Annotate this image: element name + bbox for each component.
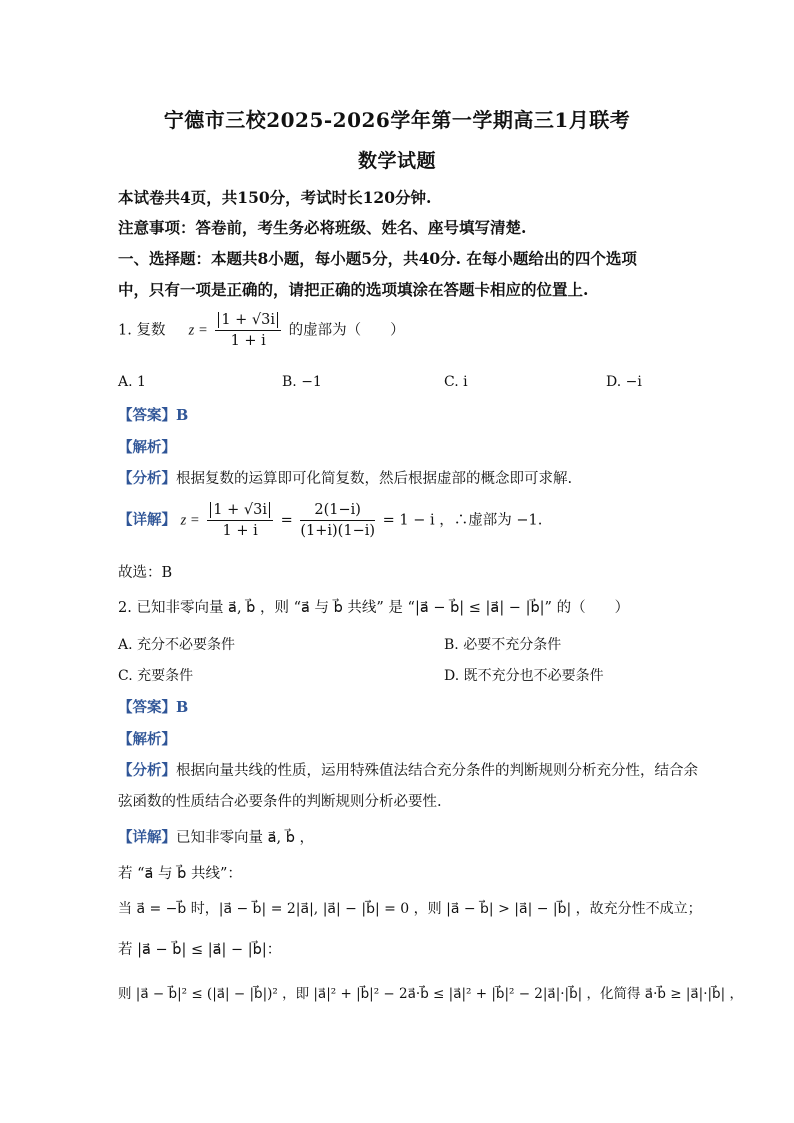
q1-numerator: 1 + √3i (218, 312, 278, 328)
q1-detail-fraction-1: $\frac{1 + √3i}{1 + i}$ (207, 502, 273, 539)
q1-detail-fraction-2: $\frac{2(1-i)}{(1+i)(1-i)}$ (300, 502, 376, 539)
q1-option-a: A. 1 (118, 374, 146, 390)
q2-option-a: A. 充分不必要条件 (118, 637, 236, 653)
q1-option-d: D. −i (606, 374, 642, 390)
q2-line-if: 若 “a⃗ 与 b⃗ 共线”： (118, 866, 242, 882)
page-title: 宁德市三校2025-2026学年第一学期高三1月联考 (163, 108, 631, 132)
q2-fenxi-line-1: 【分析】根据向量共线的性质，运用特殊值法结合充分条件的判断规则分析充分性，结合余 (118, 762, 698, 779)
q2-line-then: 则 |a⃗ − b⃗|² ≤ (|a⃗| − |b⃗|)² ，即 |a⃗|² + |b⃗|² − 2a⃗·b⃗ ≤ |a⃗|² + |b⃗|² − 2|a⃗|·|b⃗| ，化简得 a⃗·b⃗ ≥ |a⃗|·|b⃗| ， (118, 986, 743, 1002)
section1-line-b: 中，只有一项是正确的，请把正确的选项填涂在答题卡相应的位置上. (118, 280, 589, 299)
q2-option-c: C. 充要条件 (118, 668, 194, 684)
q1-denominator: 1 + i (230, 333, 266, 349)
q1-answer: 【答案】B (118, 407, 189, 424)
q2-answer: 【答案】B (118, 699, 189, 716)
section1-line-a: 一、选择题：本题共8小题，每小题5分，共40分. 在每小题给出的四个选项 (118, 249, 637, 268)
q2-line-when: 当 a⃗ = −b⃗ 时，|a⃗ − b⃗| = 2|a⃗|, |a⃗| − |b⃗| = 0 ，则 |a⃗ − b⃗| > |a⃗| − |b⃗| ，故充分性不成立； (118, 901, 702, 917)
intro-line-2: 注意事项：答卷前，考生务必将班级、姓名、座号填写清楚. (118, 218, 527, 237)
q2-detail: 【详解】已知非零向量 a⃗, b⃗ ， (118, 829, 315, 846)
q2-line-if2: 若 |a⃗ − b⃗| ≤ |a⃗| − |b⃗|： (118, 942, 282, 958)
q1-option-c: C. i (444, 374, 468, 390)
q1-stem (118, 312, 405, 349)
q1-analysis-label: 【解析】 (118, 439, 176, 456)
q1-fenxi: 【分析】根据复数的运算即可化简复数，然后根据虚部的概念即可求解. (118, 470, 573, 487)
q1-fraction (215, 312, 281, 349)
q2-fenxi-line-2: 弦函数的性质结合必要条件的判断规则分析必要性. (118, 794, 442, 810)
q1-suffix: 的虚部为（ ） (288, 322, 405, 339)
intro-line-1: 本试卷共4页，共150分，考试时长120分钟. (118, 188, 432, 207)
q1-prefix: 1. 复数 (118, 322, 166, 339)
q1-detail: 【详解】 z = $\frac{1 + √3i}{1 + i}$ = $\frac{2(1-i)}{(1+i)(1-i)}$ = 1 − i ，∴虚部为 −1. (118, 502, 543, 539)
q1-conclusion: 故选：B (118, 565, 173, 581)
q1-z: z = (188, 322, 208, 339)
q2-analysis-label: 【解析】 (118, 731, 176, 748)
q2-option-b: B. 必要不充分条件 (444, 637, 562, 653)
q1-option-b: B. −1 (282, 374, 322, 390)
q2-stem: 2. 已知非零向量 a⃗, b⃗ ，则 “a⃗ 与 b⃗ 共线” 是 “|a⃗ − b⃗| ≤ |a⃗| − |b⃗|” 的（ ） (118, 600, 630, 616)
page-subtitle: 数学试题 (357, 150, 436, 172)
q2-option-d: D. 既不充分也不必要条件 (444, 668, 604, 684)
